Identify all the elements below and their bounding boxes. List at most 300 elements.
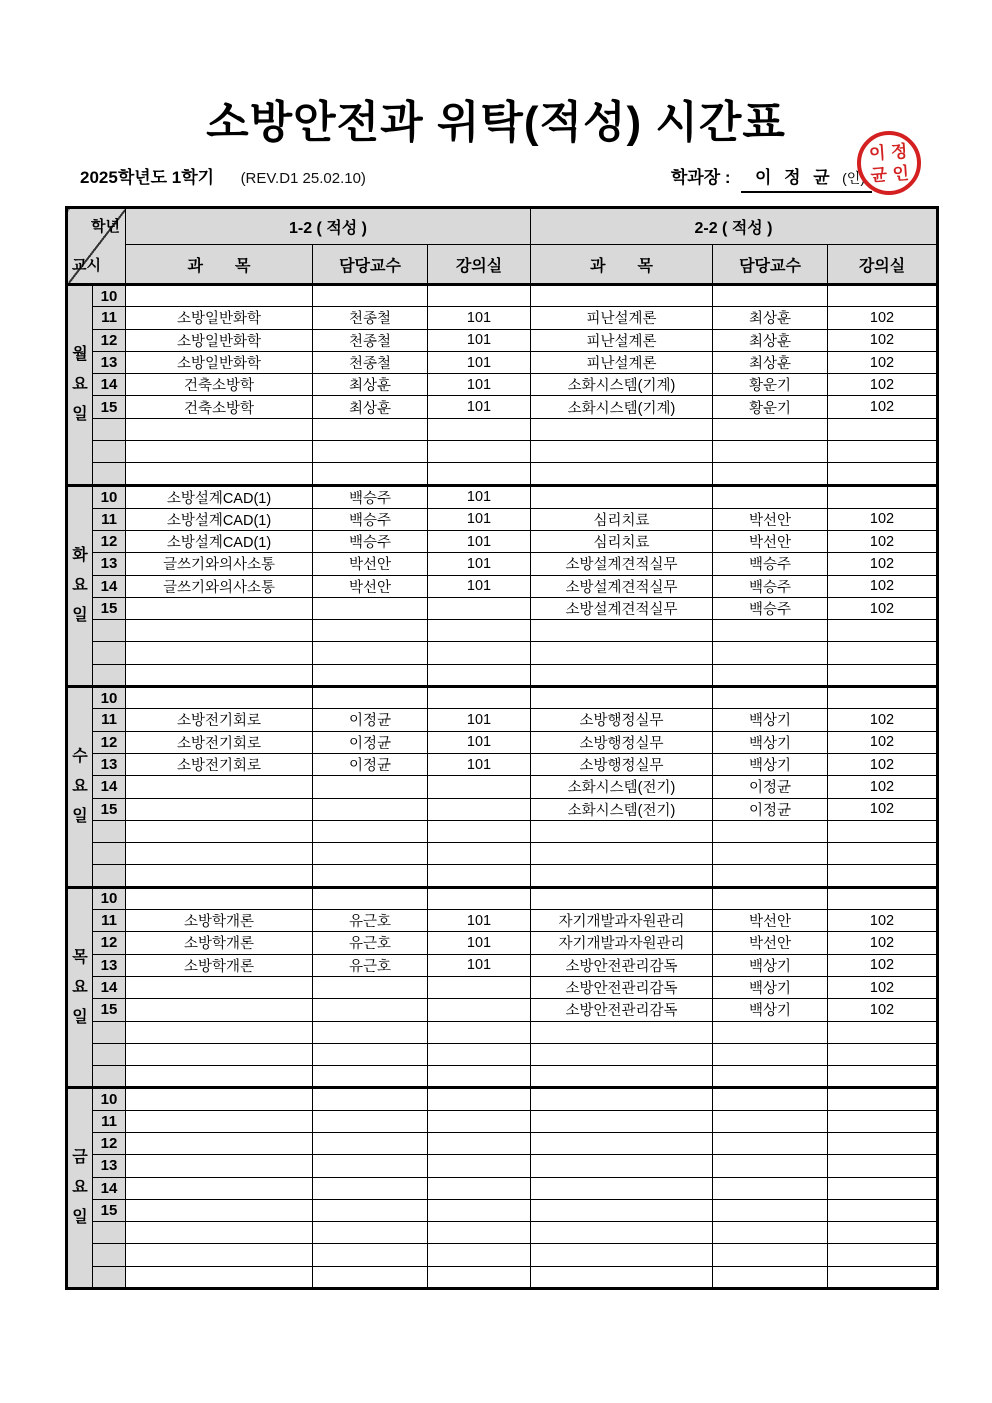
period-cell: 13 bbox=[93, 753, 126, 775]
subject-cell bbox=[531, 1155, 713, 1177]
seal-char: 정 bbox=[890, 141, 909, 162]
room-cell bbox=[428, 865, 531, 887]
room-cell bbox=[828, 441, 938, 463]
period-cell bbox=[93, 1043, 126, 1065]
room-cell bbox=[428, 999, 531, 1021]
period-cell: 11 bbox=[93, 709, 126, 731]
room-cell bbox=[428, 1199, 531, 1221]
professor-cell bbox=[313, 776, 428, 798]
room-cell bbox=[428, 441, 531, 463]
professor-cell bbox=[713, 687, 828, 709]
room-cell bbox=[428, 1043, 531, 1065]
period-cell bbox=[93, 1244, 126, 1266]
professor-cell bbox=[713, 843, 828, 865]
room-cell: 101 bbox=[428, 910, 531, 932]
room-cell: 102 bbox=[828, 597, 938, 619]
professor-cell: 백승주 bbox=[713, 575, 828, 597]
room-cell: 101 bbox=[428, 575, 531, 597]
room-cell bbox=[828, 1199, 938, 1221]
period-cell bbox=[93, 820, 126, 842]
room-cell bbox=[828, 1110, 938, 1132]
section-header-class-2-2: 2-2 ( 적성 ) bbox=[531, 208, 938, 245]
professor-cell: 최상훈 bbox=[713, 351, 828, 373]
subject-cell bbox=[126, 843, 313, 865]
room-cell bbox=[428, 664, 531, 686]
subject-cell: 소방설계견적실무 bbox=[531, 597, 713, 619]
subject-cell bbox=[531, 441, 713, 463]
room-cell bbox=[828, 418, 938, 440]
subject-cell: 소화시스템(전기) bbox=[531, 798, 713, 820]
room-cell bbox=[828, 1266, 938, 1288]
subject-cell bbox=[531, 820, 713, 842]
subject-cell bbox=[531, 642, 713, 664]
period-cell: 14 bbox=[93, 1177, 126, 1199]
professor-cell: 최상훈 bbox=[313, 374, 428, 396]
subject-cell bbox=[126, 1021, 313, 1043]
professor-cell bbox=[313, 1177, 428, 1199]
period-cell: 10 bbox=[93, 485, 126, 508]
room-cell: 101 bbox=[428, 508, 531, 530]
professor-cell: 백승주 bbox=[313, 530, 428, 552]
professor-cell bbox=[713, 418, 828, 440]
professor-cell bbox=[313, 1021, 428, 1043]
room-cell: 101 bbox=[428, 553, 531, 575]
subject-cell bbox=[126, 687, 313, 709]
period-cell: 11 bbox=[93, 1110, 126, 1132]
room-cell bbox=[828, 1155, 938, 1177]
professor-cell bbox=[313, 1043, 428, 1065]
room-cell: 101 bbox=[428, 954, 531, 976]
room-cell bbox=[828, 664, 938, 686]
professor-cell: 유근호 bbox=[313, 932, 428, 954]
professor-cell bbox=[313, 1132, 428, 1154]
room-cell: 102 bbox=[828, 910, 938, 932]
subject-cell bbox=[531, 865, 713, 887]
professor-cell: 이정균 bbox=[313, 709, 428, 731]
subject-cell: 소화시스템(전기) bbox=[531, 776, 713, 798]
period-cell bbox=[93, 1066, 126, 1088]
room-cell bbox=[428, 285, 531, 307]
professor-cell bbox=[713, 620, 828, 642]
professor-cell: 백승주 bbox=[713, 597, 828, 619]
department-head-seal-icon bbox=[857, 131, 921, 195]
professor-cell bbox=[313, 463, 428, 485]
period-cell bbox=[93, 642, 126, 664]
subject-cell bbox=[531, 620, 713, 642]
subject-cell bbox=[531, 1222, 713, 1244]
subject-cell bbox=[531, 687, 713, 709]
professor-cell bbox=[313, 687, 428, 709]
room-cell bbox=[428, 798, 531, 820]
professor-cell: 백승주 bbox=[713, 553, 828, 575]
info-row bbox=[80, 163, 935, 189]
room-cell bbox=[428, 642, 531, 664]
room-cell bbox=[428, 1266, 531, 1288]
subject-cell bbox=[126, 820, 313, 842]
professor-cell bbox=[713, 463, 828, 485]
room-cell: 102 bbox=[828, 798, 938, 820]
subject-cell bbox=[531, 664, 713, 686]
subject-cell bbox=[531, 1177, 713, 1199]
period-cell: 13 bbox=[93, 954, 126, 976]
period-cell: 12 bbox=[93, 932, 126, 954]
room-cell bbox=[828, 1222, 938, 1244]
professor-cell bbox=[713, 642, 828, 664]
subject-cell bbox=[531, 1066, 713, 1088]
subject-cell: 소화시스템(기계) bbox=[531, 396, 713, 418]
period-cell: 11 bbox=[93, 307, 126, 329]
room-cell: 101 bbox=[428, 709, 531, 731]
room-cell bbox=[428, 463, 531, 485]
professor-cell bbox=[713, 865, 828, 887]
period-cell: 10 bbox=[93, 887, 126, 909]
subject-cell: 소방안전관리감독 bbox=[531, 976, 713, 998]
subject-cell: 소방설계CAD(1) bbox=[126, 485, 313, 508]
room-cell: 102 bbox=[828, 307, 938, 329]
subject-cell bbox=[126, 463, 313, 485]
room-cell bbox=[828, 865, 938, 887]
subject-cell bbox=[126, 1110, 313, 1132]
professor-cell bbox=[313, 1088, 428, 1110]
revision-label: (REV.D1 25.02.10) bbox=[240, 170, 366, 187]
subject-cell bbox=[126, 798, 313, 820]
professor-cell: 백상기 bbox=[713, 709, 828, 731]
room-cell: 102 bbox=[828, 976, 938, 998]
professor-cell bbox=[313, 820, 428, 842]
subject-cell: 소화시스템(기계) bbox=[531, 374, 713, 396]
column-header-professor-1: 담당교수 bbox=[313, 245, 428, 285]
subject-cell: 소방전기회로 bbox=[126, 753, 313, 775]
subject-cell bbox=[126, 1155, 313, 1177]
timetable-header bbox=[67, 208, 938, 285]
period-cell: 12 bbox=[93, 731, 126, 753]
professor-cell bbox=[713, 887, 828, 909]
period-cell bbox=[93, 441, 126, 463]
room-cell bbox=[828, 687, 938, 709]
period-cell: 11 bbox=[93, 508, 126, 530]
room-cell bbox=[428, 1066, 531, 1088]
seal-placeholder-text: (인) bbox=[842, 170, 865, 186]
professor-cell bbox=[713, 1021, 828, 1043]
period-cell: 15 bbox=[93, 597, 126, 619]
room-cell bbox=[828, 642, 938, 664]
period-cell: 12 bbox=[93, 1132, 126, 1154]
subject-cell bbox=[126, 642, 313, 664]
room-cell bbox=[428, 976, 531, 998]
subject-cell: 소방설계견적실무 bbox=[531, 553, 713, 575]
subject-cell bbox=[126, 976, 313, 998]
professor-cell bbox=[713, 1110, 828, 1132]
subject-cell: 건축소방학 bbox=[126, 374, 313, 396]
period-cell: 12 bbox=[93, 530, 126, 552]
period-cell bbox=[93, 664, 126, 686]
subject-cell: 소방일반화학 bbox=[126, 307, 313, 329]
signature-name-text: 이 정 균 bbox=[754, 168, 834, 187]
professor-cell bbox=[313, 1155, 428, 1177]
professor-cell: 최상훈 bbox=[713, 329, 828, 351]
subject-cell: 소방설계CAD(1) bbox=[126, 508, 313, 530]
room-cell: 102 bbox=[828, 351, 938, 373]
subject-cell: 소방학개론 bbox=[126, 954, 313, 976]
period-cell: 13 bbox=[93, 1155, 126, 1177]
subject-cell bbox=[531, 418, 713, 440]
professor-cell bbox=[713, 664, 828, 686]
professor-cell bbox=[313, 1199, 428, 1221]
subject-cell: 심리치료 bbox=[531, 530, 713, 552]
room-cell: 101 bbox=[428, 374, 531, 396]
professor-cell: 이정균 bbox=[713, 798, 828, 820]
professor-cell bbox=[313, 1266, 428, 1288]
subject-cell bbox=[126, 1244, 313, 1266]
room-cell bbox=[828, 1021, 938, 1043]
room-cell: 102 bbox=[828, 776, 938, 798]
period-cell bbox=[93, 1266, 126, 1288]
period-cell bbox=[93, 865, 126, 887]
professor-cell: 이정균 bbox=[313, 731, 428, 753]
room-cell: 101 bbox=[428, 530, 531, 552]
corner-cell bbox=[67, 208, 126, 285]
subject-cell bbox=[126, 285, 313, 307]
period-cell: 13 bbox=[93, 351, 126, 373]
professor-cell bbox=[313, 1110, 428, 1132]
subject-cell bbox=[126, 1043, 313, 1065]
column-header-subject-2: 과 목 bbox=[531, 245, 713, 285]
subject-cell bbox=[531, 463, 713, 485]
professor-cell bbox=[313, 887, 428, 909]
professor-cell: 박선안 bbox=[313, 553, 428, 575]
subject-cell bbox=[531, 1043, 713, 1065]
room-cell: 102 bbox=[828, 731, 938, 753]
subject-cell: 건축소방학 bbox=[126, 396, 313, 418]
professor-cell: 천종철 bbox=[313, 351, 428, 373]
semester-label: 2025학년도 1학기 bbox=[80, 168, 215, 187]
subject-cell: 자기개발과자원관리 bbox=[531, 910, 713, 932]
room-cell bbox=[828, 485, 938, 508]
period-cell bbox=[93, 620, 126, 642]
room-cell bbox=[828, 843, 938, 865]
room-cell: 101 bbox=[428, 753, 531, 775]
subject-cell bbox=[531, 1021, 713, 1043]
subject-cell bbox=[126, 1132, 313, 1154]
subject-cell bbox=[126, 865, 313, 887]
subject-cell bbox=[126, 776, 313, 798]
professor-cell bbox=[713, 820, 828, 842]
room-cell: 101 bbox=[428, 307, 531, 329]
period-cell: 10 bbox=[93, 687, 126, 709]
column-header-professor-2: 담당교수 bbox=[713, 245, 828, 285]
professor-cell: 백상기 bbox=[713, 753, 828, 775]
seal-char: 인 bbox=[891, 163, 910, 184]
period-cell: 14 bbox=[93, 976, 126, 998]
period-cell: 11 bbox=[93, 910, 126, 932]
subject-cell bbox=[126, 1199, 313, 1221]
subject-cell bbox=[126, 620, 313, 642]
professor-cell bbox=[313, 1244, 428, 1266]
professor-cell bbox=[313, 664, 428, 686]
room-cell bbox=[428, 1021, 531, 1043]
room-cell: 102 bbox=[828, 530, 938, 552]
professor-cell bbox=[313, 642, 428, 664]
day-label-금요일: 금 요 일 bbox=[67, 1088, 93, 1289]
professor-cell bbox=[713, 1222, 828, 1244]
room-cell bbox=[428, 1132, 531, 1154]
day-label-수요일: 수 요 일 bbox=[67, 687, 93, 888]
subject-cell bbox=[531, 843, 713, 865]
subject-cell bbox=[531, 887, 713, 909]
period-cell bbox=[93, 1021, 126, 1043]
professor-cell bbox=[313, 1066, 428, 1088]
professor-cell bbox=[713, 1266, 828, 1288]
timetable bbox=[65, 206, 939, 1290]
period-cell: 15 bbox=[93, 999, 126, 1021]
subject-cell: 소방행정실무 bbox=[531, 753, 713, 775]
subject-cell bbox=[531, 1199, 713, 1221]
room-cell bbox=[428, 1088, 531, 1110]
professor-cell bbox=[713, 1132, 828, 1154]
subject-cell bbox=[126, 441, 313, 463]
professor-cell: 유근호 bbox=[313, 910, 428, 932]
professor-cell: 최상훈 bbox=[713, 307, 828, 329]
period-cell: 13 bbox=[93, 553, 126, 575]
room-cell: 102 bbox=[828, 932, 938, 954]
corner-label-grade: 학년 bbox=[91, 218, 120, 235]
subject-cell bbox=[531, 1244, 713, 1266]
seal-char: 이 bbox=[868, 142, 887, 163]
room-cell: 102 bbox=[828, 753, 938, 775]
professor-cell: 황운기 bbox=[713, 396, 828, 418]
professor-cell bbox=[313, 441, 428, 463]
professor-cell bbox=[313, 285, 428, 307]
subject-cell: 소방전기회로 bbox=[126, 731, 313, 753]
period-cell: 14 bbox=[93, 374, 126, 396]
room-cell bbox=[428, 820, 531, 842]
room-cell bbox=[828, 1043, 938, 1065]
subject-cell bbox=[126, 1088, 313, 1110]
room-cell bbox=[828, 1088, 938, 1110]
room-cell bbox=[828, 1177, 938, 1199]
professor-cell bbox=[713, 441, 828, 463]
subject-cell bbox=[126, 597, 313, 619]
day-label-월요일: 월 요 일 bbox=[67, 285, 93, 486]
subject-cell: 소방일반화학 bbox=[126, 329, 313, 351]
room-cell: 101 bbox=[428, 351, 531, 373]
room-cell bbox=[428, 887, 531, 909]
room-cell: 102 bbox=[828, 709, 938, 731]
room-cell: 102 bbox=[828, 508, 938, 530]
room-cell: 102 bbox=[828, 396, 938, 418]
period-cell bbox=[93, 1222, 126, 1244]
professor-cell bbox=[313, 843, 428, 865]
period-cell: 14 bbox=[93, 776, 126, 798]
room-cell bbox=[828, 820, 938, 842]
subject-cell: 소방학개론 bbox=[126, 910, 313, 932]
room-cell: 102 bbox=[828, 374, 938, 396]
professor-cell bbox=[713, 285, 828, 307]
professor-cell bbox=[713, 485, 828, 508]
subject-cell bbox=[531, 1110, 713, 1132]
period-cell: 10 bbox=[93, 285, 126, 307]
professor-cell bbox=[313, 597, 428, 619]
room-cell: 102 bbox=[828, 954, 938, 976]
page-title: 소방안전과 위탁(적성) 시간표 bbox=[206, 98, 786, 147]
professor-cell: 백승주 bbox=[313, 508, 428, 530]
seal-characters bbox=[866, 140, 913, 187]
department-head-label: 학과장 : bbox=[670, 168, 731, 187]
professor-cell: 백상기 bbox=[713, 731, 828, 753]
professor-cell: 황운기 bbox=[713, 374, 828, 396]
subject-cell: 자기개발과자원관리 bbox=[531, 932, 713, 954]
professor-cell bbox=[713, 1244, 828, 1266]
room-cell bbox=[428, 1110, 531, 1132]
room-cell bbox=[828, 1066, 938, 1088]
professor-cell bbox=[313, 418, 428, 440]
room-cell: 102 bbox=[828, 329, 938, 351]
subject-cell: 심리치료 bbox=[531, 508, 713, 530]
period-cell bbox=[93, 463, 126, 485]
signature-area bbox=[671, 163, 865, 193]
room-cell: 102 bbox=[828, 553, 938, 575]
room-cell bbox=[428, 776, 531, 798]
professor-cell: 천종철 bbox=[313, 329, 428, 351]
subject-cell: 글쓰기와의사소통 bbox=[126, 575, 313, 597]
professor-cell bbox=[713, 1088, 828, 1110]
room-cell: 101 bbox=[428, 329, 531, 351]
professor-cell: 백상기 bbox=[713, 954, 828, 976]
subject-cell: 소방안전관리감독 bbox=[531, 999, 713, 1021]
room-cell bbox=[428, 687, 531, 709]
room-cell: 102 bbox=[828, 575, 938, 597]
subject-cell: 소방설계견적실무 bbox=[531, 575, 713, 597]
room-cell bbox=[828, 285, 938, 307]
room-cell bbox=[828, 1132, 938, 1154]
subject-cell: 피난설계론 bbox=[531, 307, 713, 329]
column-header-room-1: 강의실 bbox=[428, 245, 531, 285]
room-cell bbox=[828, 887, 938, 909]
professor-cell bbox=[713, 1199, 828, 1221]
room-cell: 101 bbox=[428, 731, 531, 753]
professor-cell: 이정균 bbox=[713, 776, 828, 798]
professor-cell bbox=[313, 620, 428, 642]
subject-cell: 소방행정실무 bbox=[531, 709, 713, 731]
subject-cell: 소방설계CAD(1) bbox=[126, 530, 313, 552]
subject-cell bbox=[126, 1177, 313, 1199]
professor-cell bbox=[713, 1066, 828, 1088]
subject-cell: 글쓰기와의사소통 bbox=[126, 553, 313, 575]
period-cell: 10 bbox=[93, 1088, 126, 1110]
professor-cell bbox=[313, 976, 428, 998]
period-cell: 15 bbox=[93, 1199, 126, 1221]
subject-cell bbox=[126, 418, 313, 440]
professor-cell bbox=[313, 865, 428, 887]
subject-cell: 소방학개론 bbox=[126, 932, 313, 954]
seal-char: 균 bbox=[869, 164, 888, 185]
room-cell bbox=[428, 1177, 531, 1199]
professor-cell: 백상기 bbox=[713, 999, 828, 1021]
subject-cell bbox=[531, 285, 713, 307]
subject-cell: 피난설계론 bbox=[531, 351, 713, 373]
section-header-class-1-2: 1-2 ( 적성 ) bbox=[126, 208, 531, 245]
professor-cell bbox=[313, 798, 428, 820]
professor-cell: 박선안 bbox=[713, 932, 828, 954]
column-header-room-2: 강의실 bbox=[828, 245, 938, 285]
subject-cell: 소방안전관리감독 bbox=[531, 954, 713, 976]
subject-cell bbox=[126, 1266, 313, 1288]
professor-cell: 박선안 bbox=[713, 910, 828, 932]
subject-cell bbox=[126, 1222, 313, 1244]
period-cell: 15 bbox=[93, 798, 126, 820]
subject-cell: 피난설계론 bbox=[531, 329, 713, 351]
subject-cell bbox=[531, 1266, 713, 1288]
